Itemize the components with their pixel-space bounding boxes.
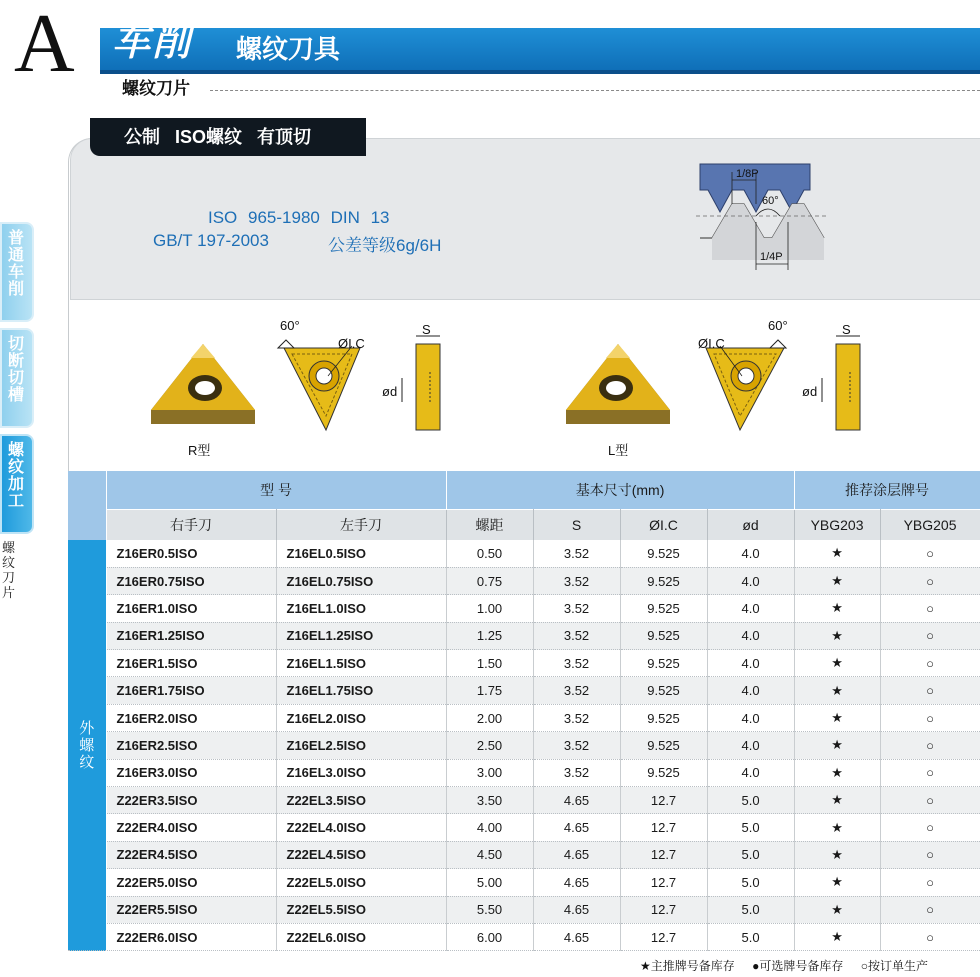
header-bar-underline	[100, 70, 980, 74]
left-hand-code: Z16EL2.0ISO	[276, 704, 446, 731]
table-row	[68, 704, 980, 731]
s-cell: 3.52	[533, 540, 620, 567]
d-cell: 4.0	[707, 732, 794, 759]
header-dimensions: 基本尺寸(mm)	[446, 471, 794, 509]
header-bar	[100, 28, 980, 70]
ybg205-cell: ○	[880, 923, 980, 950]
left-hand-code: Z16EL1.75ISO	[276, 677, 446, 704]
ic-cell: 9.525	[620, 732, 707, 759]
chapter-letter: A	[14, 0, 75, 90]
d-cell: 4.0	[707, 704, 794, 731]
col-ic: ØI.C	[620, 509, 707, 540]
right-hand-code: Z16ER1.25ISO	[106, 622, 276, 649]
s-cell: 4.65	[533, 869, 620, 896]
standards-panel	[70, 138, 980, 300]
ic-cell: 9.525	[620, 677, 707, 704]
profile-bottom-label: 1/4P	[760, 251, 783, 263]
ybg205-cell: ○	[880, 650, 980, 677]
d-cell: 4.0	[707, 567, 794, 594]
left-hand-code: Z22EL4.0ISO	[276, 814, 446, 841]
right-hand-code: Z22ER6.0ISO	[106, 923, 276, 950]
pitch-cell: 1.50	[446, 650, 533, 677]
standard-iso-din: ISO 965-1980 DIN 13	[208, 208, 390, 227]
ybg203-cell: ★	[794, 896, 880, 923]
legend-order: ○按订单生产	[860, 959, 928, 973]
pitch-cell: 6.00	[446, 923, 533, 950]
left-hand-code: Z16EL1.5ISO	[276, 650, 446, 677]
table-row	[68, 595, 980, 622]
ybg205-cell: ○	[880, 567, 980, 594]
ic-cell: 12.7	[620, 841, 707, 868]
col-ybg203: YBG203	[794, 509, 880, 540]
side-tab-general-turning[interactable]	[0, 222, 34, 322]
s-cell: 4.65	[533, 896, 620, 923]
right-hand-code: Z16ER3.0ISO	[106, 759, 276, 786]
right-hand-code: Z22ER5.0ISO	[106, 869, 276, 896]
pitch-cell: 0.50	[446, 540, 533, 567]
ybg203-cell: ★	[794, 567, 880, 594]
ybg205-cell: ○	[880, 841, 980, 868]
r-insert-side-view	[380, 322, 450, 437]
header-model: 型 号	[106, 471, 446, 509]
s-cell: 4.65	[533, 841, 620, 868]
right-hand-code: Z16ER1.75ISO	[106, 677, 276, 704]
insert-spec-table	[68, 471, 980, 951]
d-cell: 5.0	[707, 896, 794, 923]
profile-angle-label: 60°	[762, 195, 779, 207]
header-coating: 推荐涂层牌号	[794, 471, 980, 509]
ybg205-cell: ○	[880, 896, 980, 923]
ybg203-cell: ★	[794, 787, 880, 814]
table-row	[68, 814, 980, 841]
s-cell: 4.65	[533, 787, 620, 814]
l-type-label: L型	[608, 443, 629, 458]
r-insert-top-view	[272, 318, 372, 438]
d-cell: 4.0	[707, 595, 794, 622]
r-ic-label: ØI.C	[338, 336, 365, 351]
left-hand-code: Z16EL1.0ISO	[276, 595, 446, 622]
ybg205-cell: ○	[880, 677, 980, 704]
pitch-cell: 1.25	[446, 622, 533, 649]
pitch-cell: 5.50	[446, 896, 533, 923]
l-insert-image	[558, 338, 678, 438]
ybg205-cell: ○	[880, 869, 980, 896]
legend-main: ★主推牌号备库存	[640, 959, 735, 973]
left-hand-code: Z22EL4.5ISO	[276, 841, 446, 868]
ybg203-cell: ★	[794, 677, 880, 704]
left-hand-code: Z16EL3.0ISO	[276, 759, 446, 786]
side-tab-threading[interactable]	[0, 434, 34, 534]
ic-cell: 9.525	[620, 704, 707, 731]
right-hand-code: Z22ER4.5ISO	[106, 841, 276, 868]
r-angle-label: 60°	[280, 318, 300, 333]
page-subtitle: 螺纹刀具	[236, 34, 341, 64]
left-hand-code: Z22EL5.5ISO	[276, 896, 446, 923]
ybg203-cell: ★	[794, 869, 880, 896]
pitch-cell: 2.50	[446, 732, 533, 759]
ic-cell: 12.7	[620, 923, 707, 950]
category-pill: 公制 ISO螺纹 有顶切	[90, 118, 366, 156]
r-insert-image	[143, 338, 263, 438]
side-tab-label: 切断切槽	[8, 336, 25, 404]
ic-cell: 9.525	[620, 595, 707, 622]
ybg203-cell: ★	[794, 650, 880, 677]
right-hand-code: Z22ER4.0ISO	[106, 814, 276, 841]
ybg205-cell: ○	[880, 622, 980, 649]
ybg203-cell: ★	[794, 595, 880, 622]
col-s: S	[533, 509, 620, 540]
right-hand-code: Z16ER0.5ISO	[106, 540, 276, 567]
s-cell: 3.52	[533, 622, 620, 649]
s-cell: 3.52	[533, 595, 620, 622]
ybg205-cell: ○	[880, 732, 980, 759]
ic-cell: 12.7	[620, 869, 707, 896]
l-insert-side-view	[800, 322, 870, 437]
d-cell: 5.0	[707, 814, 794, 841]
d-cell: 5.0	[707, 923, 794, 950]
ybg205-cell: ○	[880, 814, 980, 841]
table-row	[68, 732, 980, 759]
col-right-hand: 右手刀	[106, 509, 276, 540]
r-type-label: R型	[188, 443, 211, 458]
l-ic-label: ØI.C	[698, 336, 725, 351]
table-row	[68, 787, 980, 814]
ic-cell: 9.525	[620, 759, 707, 786]
col-ybg205: YBG205	[880, 509, 980, 540]
table-row	[68, 540, 980, 567]
ybg205-cell: ○	[880, 787, 980, 814]
col-d: ød	[707, 509, 794, 540]
pitch-cell: 2.00	[446, 704, 533, 731]
side-tab-parting-grooving[interactable]	[0, 328, 34, 428]
s-cell: 3.52	[533, 567, 620, 594]
ybg205-cell: ○	[880, 595, 980, 622]
ybg205-cell: ○	[880, 759, 980, 786]
ic-cell: 9.525	[620, 567, 707, 594]
left-hand-code: Z16EL2.5ISO	[276, 732, 446, 759]
s-cell: 3.52	[533, 732, 620, 759]
table-row	[68, 841, 980, 868]
table-row	[68, 650, 980, 677]
thread-profile-diagram	[692, 160, 832, 275]
external-thread-label: 外螺纹	[68, 540, 106, 951]
right-hand-code: Z16ER1.0ISO	[106, 595, 276, 622]
l-s-label: S	[842, 322, 851, 337]
ybg205-cell: ○	[880, 704, 980, 731]
profile-top-label: 1/8P	[736, 168, 759, 180]
s-cell: 4.65	[533, 814, 620, 841]
table-row	[68, 567, 980, 594]
right-hand-code: Z16ER2.0ISO	[106, 704, 276, 731]
right-hand-code: Z16ER1.5ISO	[106, 650, 276, 677]
pitch-cell: 4.50	[446, 841, 533, 868]
side-tab-label: 螺纹加工	[8, 442, 25, 510]
s-cell: 3.52	[533, 677, 620, 704]
table-row	[68, 759, 980, 786]
d-cell: 4.0	[707, 759, 794, 786]
pitch-cell: 3.50	[446, 787, 533, 814]
d-cell: 5.0	[707, 841, 794, 868]
ic-cell: 12.7	[620, 787, 707, 814]
ic-cell: 12.7	[620, 814, 707, 841]
pitch-cell: 3.00	[446, 759, 533, 786]
legend-optional: ●可选牌号备库存	[752, 959, 844, 973]
ybg203-cell: ★	[794, 622, 880, 649]
side-tab-label: 普通车削	[8, 230, 25, 298]
ybg203-cell: ★	[794, 540, 880, 567]
table-row	[68, 622, 980, 649]
stock-legend	[640, 957, 928, 974]
s-cell: 3.52	[533, 650, 620, 677]
side-sub-label: 螺纹刀片	[2, 540, 16, 600]
table-row	[68, 923, 980, 950]
ybg203-cell: ★	[794, 732, 880, 759]
ybg203-cell: ★	[794, 814, 880, 841]
r-d-label: ød	[382, 384, 398, 399]
left-hand-code: Z22EL5.0ISO	[276, 869, 446, 896]
l-insert-top-view	[692, 318, 797, 438]
table-row	[68, 677, 980, 704]
ic-cell: 9.525	[620, 650, 707, 677]
d-cell: 5.0	[707, 869, 794, 896]
pitch-cell: 1.75	[446, 677, 533, 704]
col-left-hand: 左手刀	[276, 509, 446, 540]
table-row	[68, 869, 980, 896]
d-cell: 4.0	[707, 622, 794, 649]
d-cell: 4.0	[707, 540, 794, 567]
d-cell: 4.0	[707, 650, 794, 677]
page-title: 车削	[112, 22, 193, 64]
d-cell: 5.0	[707, 787, 794, 814]
ic-cell: 12.7	[620, 896, 707, 923]
pitch-cell: 5.00	[446, 869, 533, 896]
s-cell: 4.65	[533, 923, 620, 950]
ic-cell: 9.525	[620, 540, 707, 567]
pitch-cell: 4.00	[446, 814, 533, 841]
ybg203-cell: ★	[794, 704, 880, 731]
left-hand-code: Z22EL3.5ISO	[276, 787, 446, 814]
r-s-label: S	[422, 322, 431, 337]
table-corner	[68, 471, 106, 540]
right-hand-code: Z16ER2.5ISO	[106, 732, 276, 759]
right-hand-code: Z22ER3.5ISO	[106, 787, 276, 814]
left-hand-code: Z16EL0.5ISO	[276, 540, 446, 567]
right-hand-code: Z16ER0.75ISO	[106, 567, 276, 594]
l-angle-label: 60°	[768, 318, 788, 333]
left-hand-code: Z16EL1.25ISO	[276, 622, 446, 649]
ybg203-cell: ★	[794, 759, 880, 786]
left-hand-code: Z22EL6.0ISO	[276, 923, 446, 950]
section-divider	[210, 90, 980, 91]
d-cell: 4.0	[707, 677, 794, 704]
right-hand-code: Z22ER5.5ISO	[106, 896, 276, 923]
ybg203-cell: ★	[794, 841, 880, 868]
table-row	[68, 896, 980, 923]
standard-gbt: GB/T 197-2003	[153, 231, 269, 250]
ybg203-cell: ★	[794, 923, 880, 950]
s-cell: 3.52	[533, 759, 620, 786]
ybg205-cell: ○	[880, 540, 980, 567]
col-pitch: 螺距	[446, 509, 533, 540]
l-d-label: ød	[802, 384, 818, 399]
tolerance-grade: 公差等级6g/6H	[328, 236, 442, 255]
left-hand-code: Z16EL0.75ISO	[276, 567, 446, 594]
pitch-cell: 1.00	[446, 595, 533, 622]
s-cell: 3.52	[533, 704, 620, 731]
section-title: 螺纹刀片	[122, 79, 190, 98]
pitch-cell: 0.75	[446, 567, 533, 594]
ic-cell: 9.525	[620, 622, 707, 649]
